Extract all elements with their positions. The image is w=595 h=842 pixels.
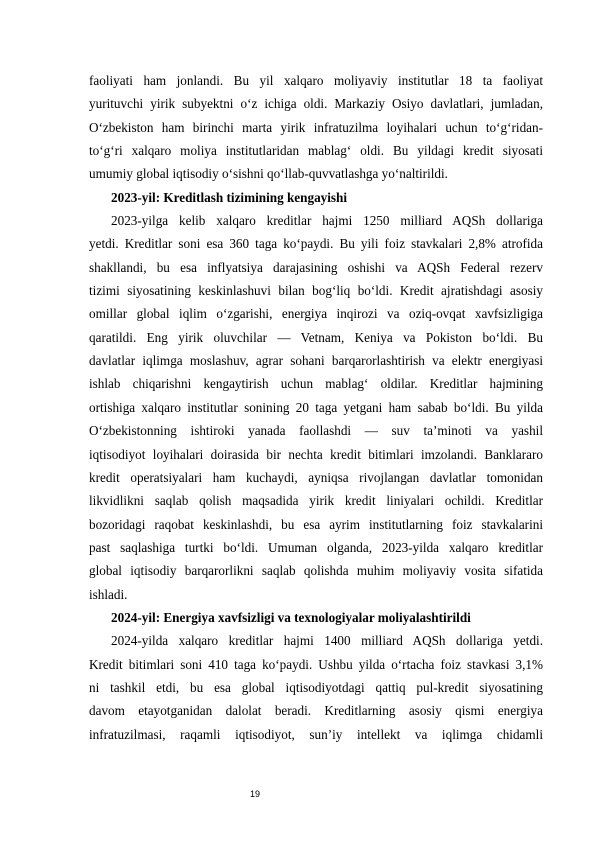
- text-line: bozoridagi raqobat keskinlashdi, bu esa ayrim institutlarning foiz stavkalarini: [89, 516, 543, 532]
- text-line: Kredit bitimlari soni 410 taga ko‘paydi. Ushbu yilda o‘rtacha foiz stavkasi 3,1%: [89, 656, 543, 672]
- text-line: ishlab chiqarishni kengaytirish uchun mablag‘ oldilar. Kreditlar hajmining: [89, 376, 543, 392]
- text-line: faoliyati ham jonlandi. Bu yil xalqaro moliyaviy institutlar 18 ta faoliyat: [89, 73, 543, 88]
- text-line: yetdi. Kreditlar soni esa 360 taga ko‘paydi. Bu yili foiz stavkalari 2,8% atrofida: [89, 236, 543, 252]
- section-heading-2023: 2023-yil: Kreditlash tizimining kengayishi: [111, 189, 348, 205]
- text-line: 2023-yilga kelib xalqaro kreditlar hajmi 1250 milliard AQSh dollariga: [111, 213, 543, 229]
- text-line: umumiy global iqtisodiy o‘sishni qo‘llab-quvvatlashga yo‘naltirildi.: [89, 166, 448, 182]
- text-line: tizimi siyosatining keskinlashuvi bilan bog‘liq bo‘ldi. Kredit ajratishdagi asosiy: [89, 283, 543, 299]
- text-line: ishladi.: [89, 586, 128, 602]
- text-line: davom etayotganidan dalolat beradi. Kreditlarning asosiy qismi energiya: [89, 703, 543, 719]
- page-number: 19: [250, 789, 261, 799]
- text-line: omillar global iqlim o‘zgarishi, energiya inqirozi va oziq-ovqat xavfsizligiga: [89, 306, 543, 322]
- text-line: yurituvchi yirik subyektni o‘z ichiga oldi. Markaziy Osiyo davlatlari, jumladan,: [89, 96, 543, 112]
- text-line: shakllandi, bu esa inflyatsiya darajasining oshishi va AQSh Federal rezerv: [89, 259, 543, 275]
- text-line: infratuzilmasi, raqamli iqtisodiyot, sun’iy intellekt va iqlimga chidamli: [89, 726, 543, 742]
- text-line: davlatlar iqlimga moslashuv, agrar sohani barqarorlashtirish va elektr energiyasi: [89, 353, 543, 369]
- text-line: ortishiga xalqaro institutlar sonining 20 taga yetgani ham sabab bo‘ldi. Bu yilda: [89, 399, 543, 415]
- text-line: to‘g‘ri xalqaro moliya institutlaridan mablag‘ oldi. Bu yildagi kredit siyosati: [89, 143, 543, 159]
- text-line: qaratildi. Eng yirik oluvchilar — Vetnam, Keniya va Pokiston bo‘ldi. Bu: [89, 329, 543, 345]
- text-line: global iqtisodiy barqarorlikni saqlab qolishda muhim moliyaviy vosita sifatida: [89, 563, 543, 579]
- text-line: ni tashkil etdi, bu esa global iqtisodiyotdagi qattiq pul-kredit siyosatining: [89, 679, 543, 695]
- section-heading-2024: 2024-yil: Energiya xavfsizligi va texnologiyalar moliyalashtirildi: [111, 609, 471, 625]
- text-line: 2024-yilda xalqaro kreditlar hajmi 1400 milliard AQSh dollariga yetdi.: [111, 633, 543, 649]
- text-line: O‘zbekiston ham birinchi marta yirik infratuzilma loyihalari uchun to‘g‘ridan-: [89, 119, 543, 135]
- text-line: kredit operatsiyalari ham kuchaydi, ayniqsa rivojlangan davlatlar tomonidan: [89, 469, 543, 485]
- body-text: [89, 69, 543, 746]
- text-line: past saqlashiga turtki bo‘ldi. Umuman olganda, 2023-yilda xalqaro kreditlar: [89, 539, 543, 555]
- text-line: O‘zbekistonning ishtiroki yanada faollashdi — suv ta’minoti va yashil: [89, 423, 543, 439]
- text-line: iqtisodiyot loyihalari doirasida bir nechta kredit bitimlari imzolandi. Banklararo: [89, 446, 543, 462]
- text-line: likvidlikni saqlab qolish maqsadida yirik kredit liniyalari ochildi. Kreditlar: [89, 493, 543, 509]
